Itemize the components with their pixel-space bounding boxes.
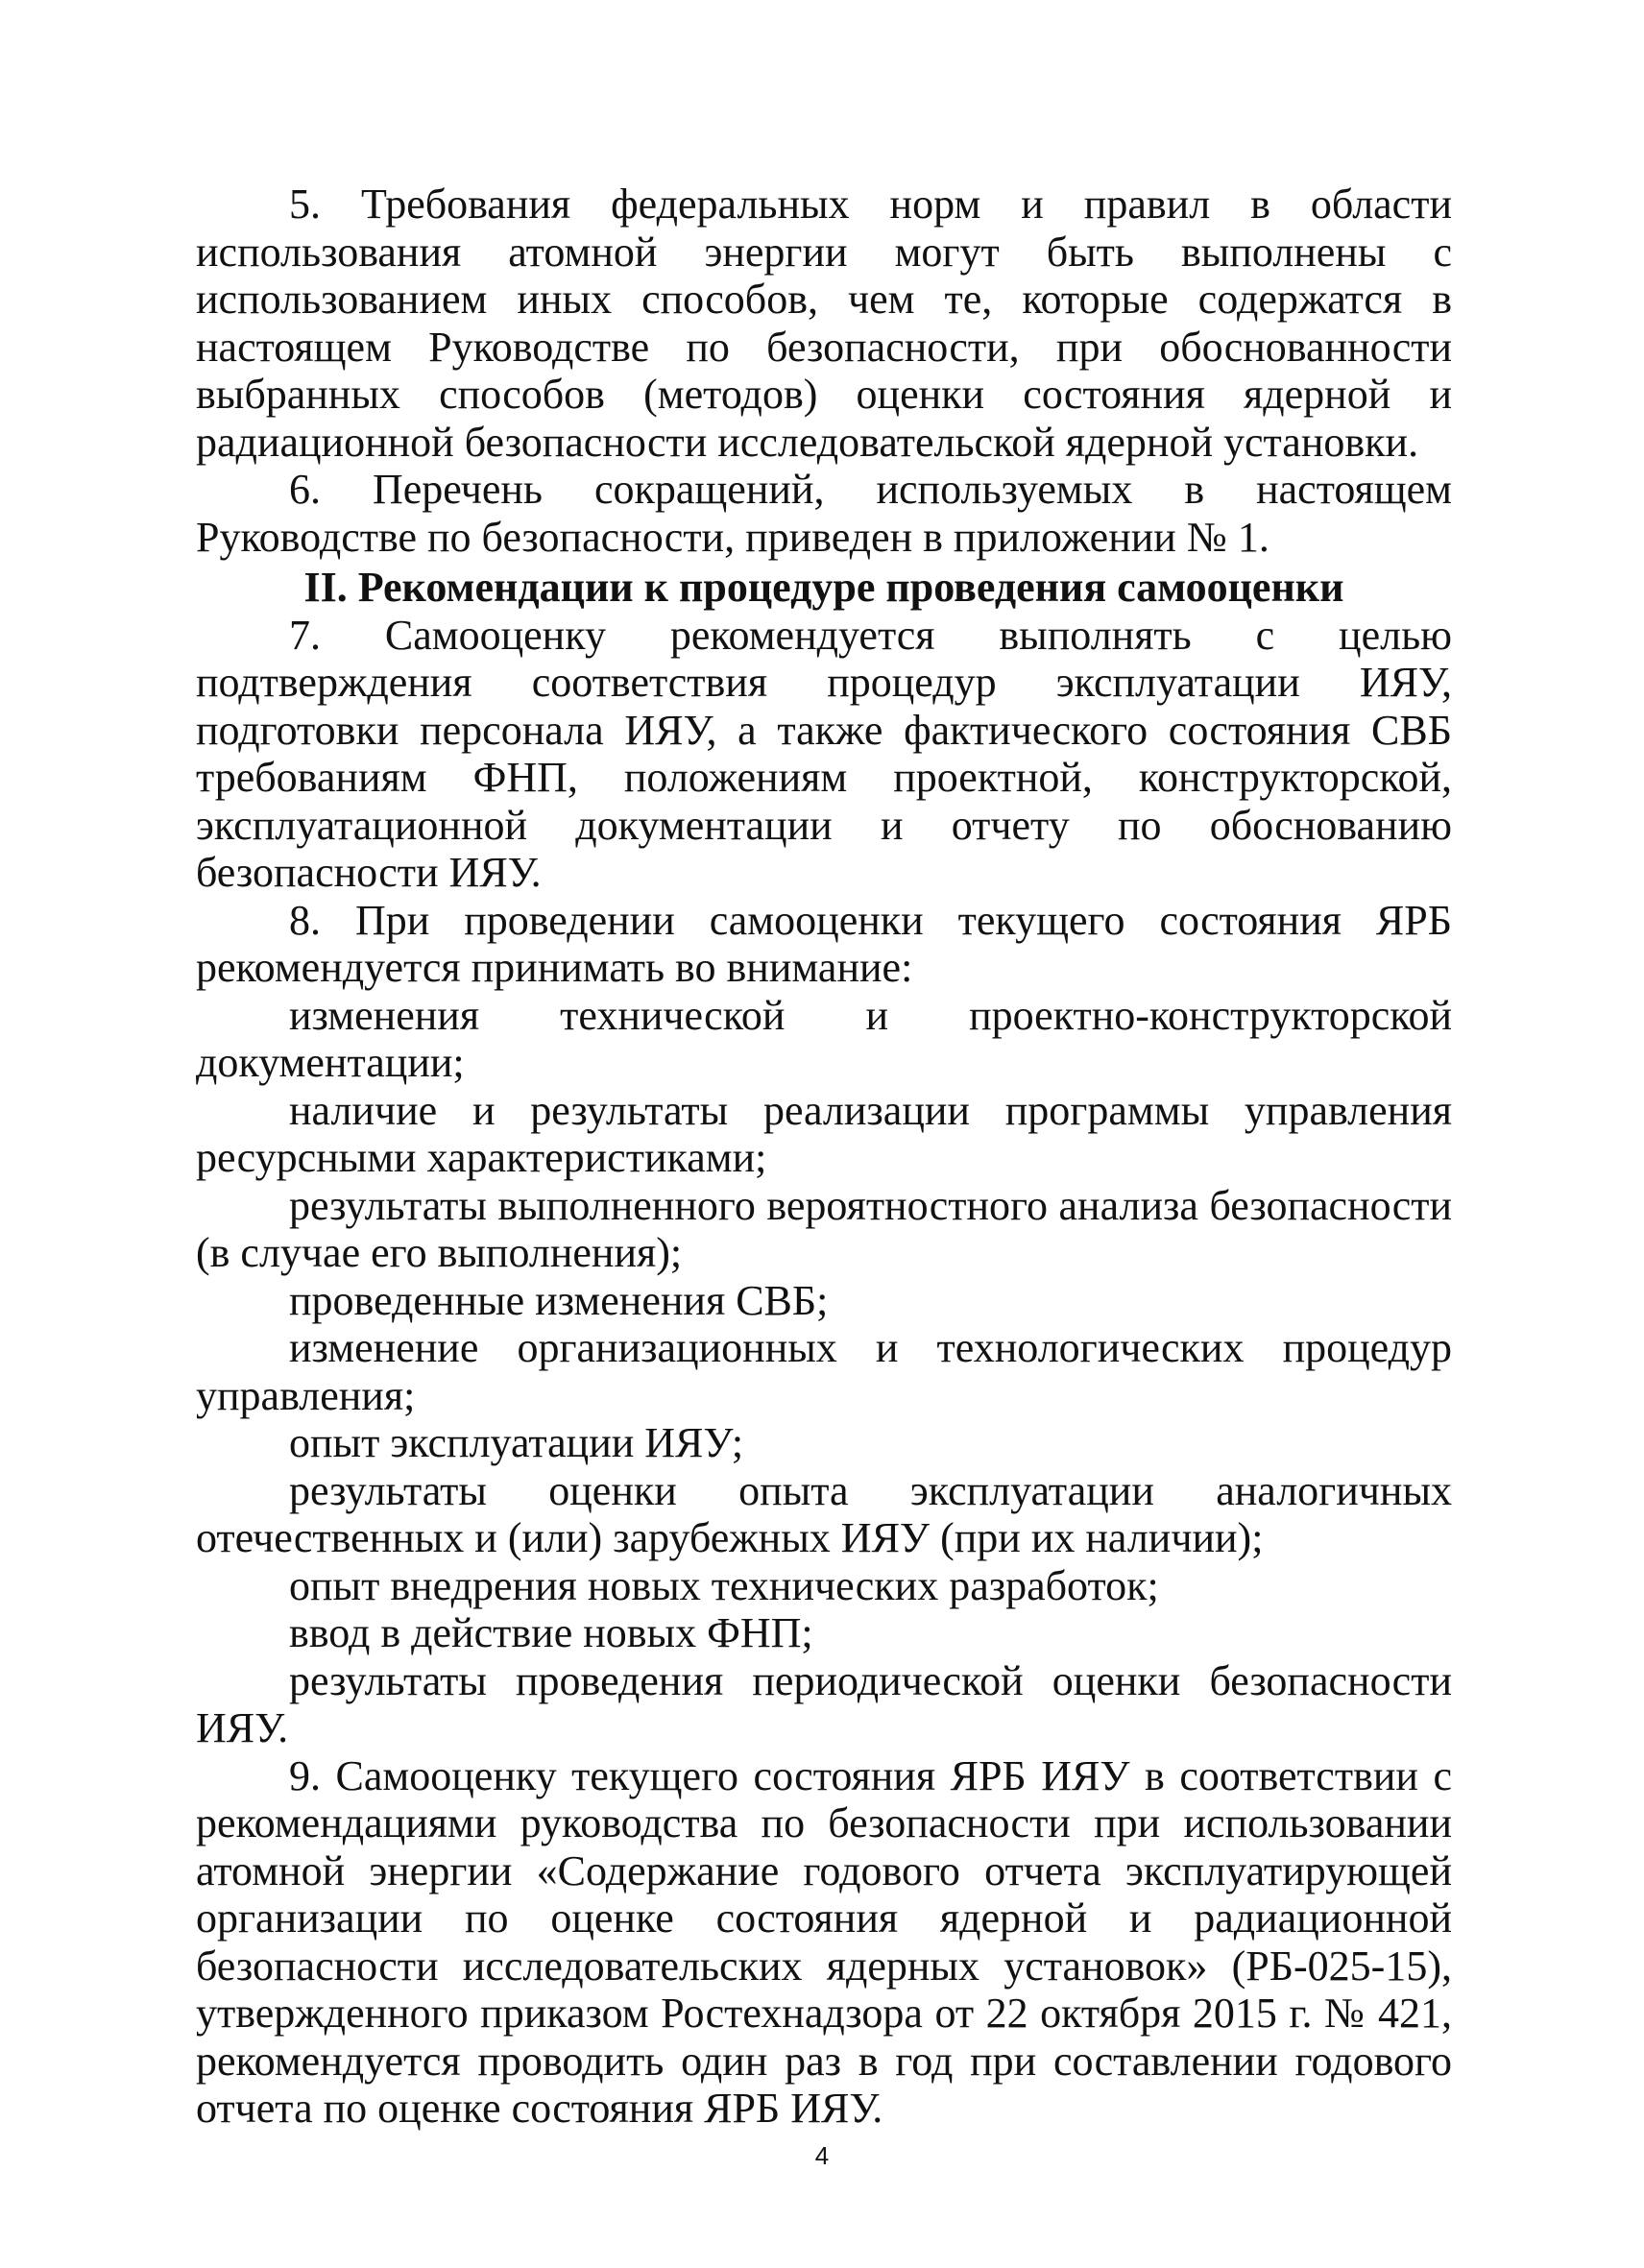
paragraph-9: 9. Самооценку текущего состояния ЯРБ ИЯУ в соответствии с рекомендациями руководства по безопасности при использовании атомной энергии «Содержание годового отчета эксплуатирующей организации по оценке состояния ядерной и радиационной безопасности исследовательских ядерных установок» (РБ-025-15), утвержденного приказом Ростехнадзора от 22 октября 2015 г. № 421, рекомендуется проводить один раз в год при составлении годового отчета по оценке состояния ЯРБ ИЯУ. xyxy=(196,1751,1452,2132)
document-body xyxy=(196,181,1452,2133)
list-item: опыт эксплуатации ИЯУ; xyxy=(289,1419,744,1466)
paragraph-6: 6. Перечень сокращений, используемых в настоящем Руководстве по безопасности, приведен в приложении № 1. xyxy=(196,466,1452,561)
list-item: результаты выполненного вероятностного анализа безопасности (в случае его выполнения); xyxy=(196,1181,1452,1276)
paragraph-7: 7. Самооценку рекомендуется выполнять с целью подтверждения соответствия процедур эксплуатации ИЯУ, подготовки персонала ИЯУ, а также фактического состояния СВБ требованиям ФНП, положениям проектной, конструкторской, эксплуатационной документации и отчету по обоснованию безопасности ИЯУ. xyxy=(196,611,1452,896)
section-heading: II. Рекомендации к процедуре проведения самооценки xyxy=(303,564,1344,611)
paragraph-8: 8. При проведении самооценки текущего состояния ЯРБ рекомендуется принимать во внимание: xyxy=(196,896,1452,991)
list-item: результаты оценки опыта эксплуатации аналогичных отечественных и (или) зарубежных ИЯУ (при их наличии); xyxy=(196,1466,1452,1561)
list-item: наличие и результаты реализации программы управления ресурсными характеристиками; xyxy=(196,1086,1452,1181)
list-item: изменения технической и проектно-конструкторской документации; xyxy=(196,991,1452,1086)
page-number: 4 xyxy=(814,2141,830,2170)
list-item: результаты проведения периодической оценки безопасности ИЯУ. xyxy=(196,1656,1452,1751)
list-item: изменение организационных и технологических процедур управления; xyxy=(196,1324,1452,1419)
list-item: опыт внедрения новых технических разработок; xyxy=(289,1561,1159,1609)
list-item: проведенные изменения СВБ; xyxy=(289,1276,829,1324)
list-item: ввод в действие новых ФНП; xyxy=(289,1609,813,1656)
paragraph-5: 5. Требования федеральных норм и правил в области использования атомной энергии могут быть выполнены с использованием иных способов, чем те, которые содержатся в настоящем Руководстве по безопасности, при обоснованности выбранных способов (методов) оценки состояния ядерной и радиационной безопасности исследовательской ядерной установки. xyxy=(196,181,1452,466)
